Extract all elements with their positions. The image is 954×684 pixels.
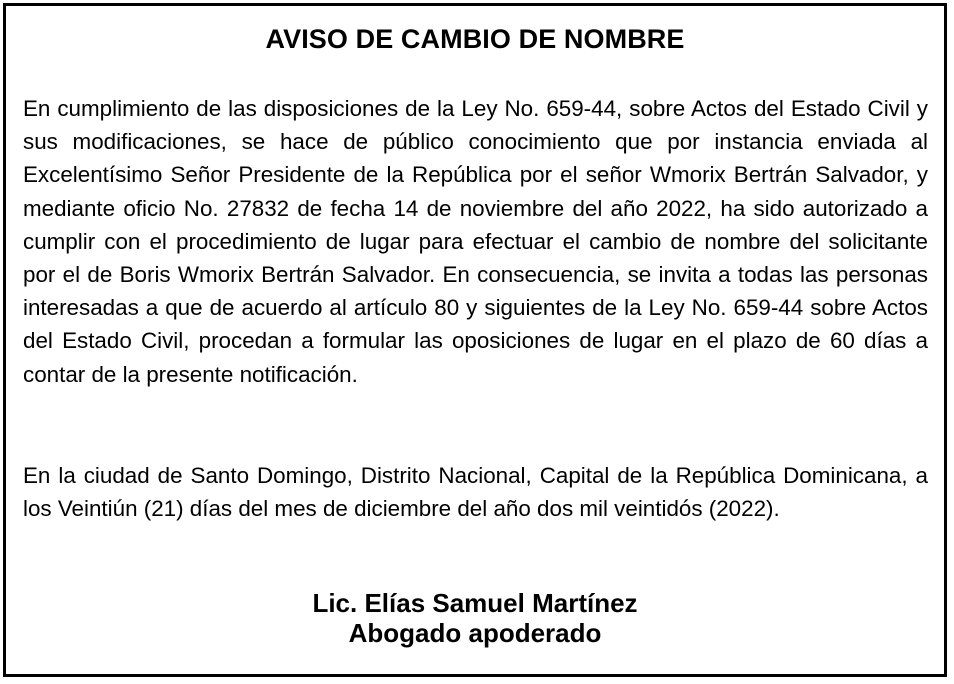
notice-frame	[3, 3, 947, 677]
notice-title: AVISO DE CAMBIO DE NOMBRE	[265, 24, 685, 54]
signature-name: Lic. Elías Samuel Martínez	[312, 588, 638, 618]
signature-role: Abogado apoderado	[348, 618, 602, 648]
notice-paragraph-place-date: En la ciudad de Santo Domingo, Distrito Nacional, Capital de la República Dominicana, a los Veintiún (21) días del mes de diciembre del año dos mil veintidós (2022).	[23, 463, 928, 522]
notice-paragraph-main: En cumplimiento de las disposiciones de la Ley No. 659-44, sobre Actos del Estado Civil y sus modificaciones, se hace de público conocimiento que por instancia enviada al Excelentísimo Señor Presidente de la República por el señor Wmorix Bertrán Salvador, y mediante oficio No. 27832 de fecha 14 de noviembre del año 2022, ha sido autorizado a cumplir con el procedimiento de lugar para efectuar el cambio de nombre del solicitante por el de Boris Wmorix Bertrán Salvador. En consecuencia, se invita a todas las personas interesadas a que de acuerdo al artículo 80 y siguientes de la Ley No. 659-44 sobre Actos del Estado Civil, procedan a formular las oposiciones de lugar en el plazo de 60 días a contar de la presente notificación.	[23, 96, 928, 387]
